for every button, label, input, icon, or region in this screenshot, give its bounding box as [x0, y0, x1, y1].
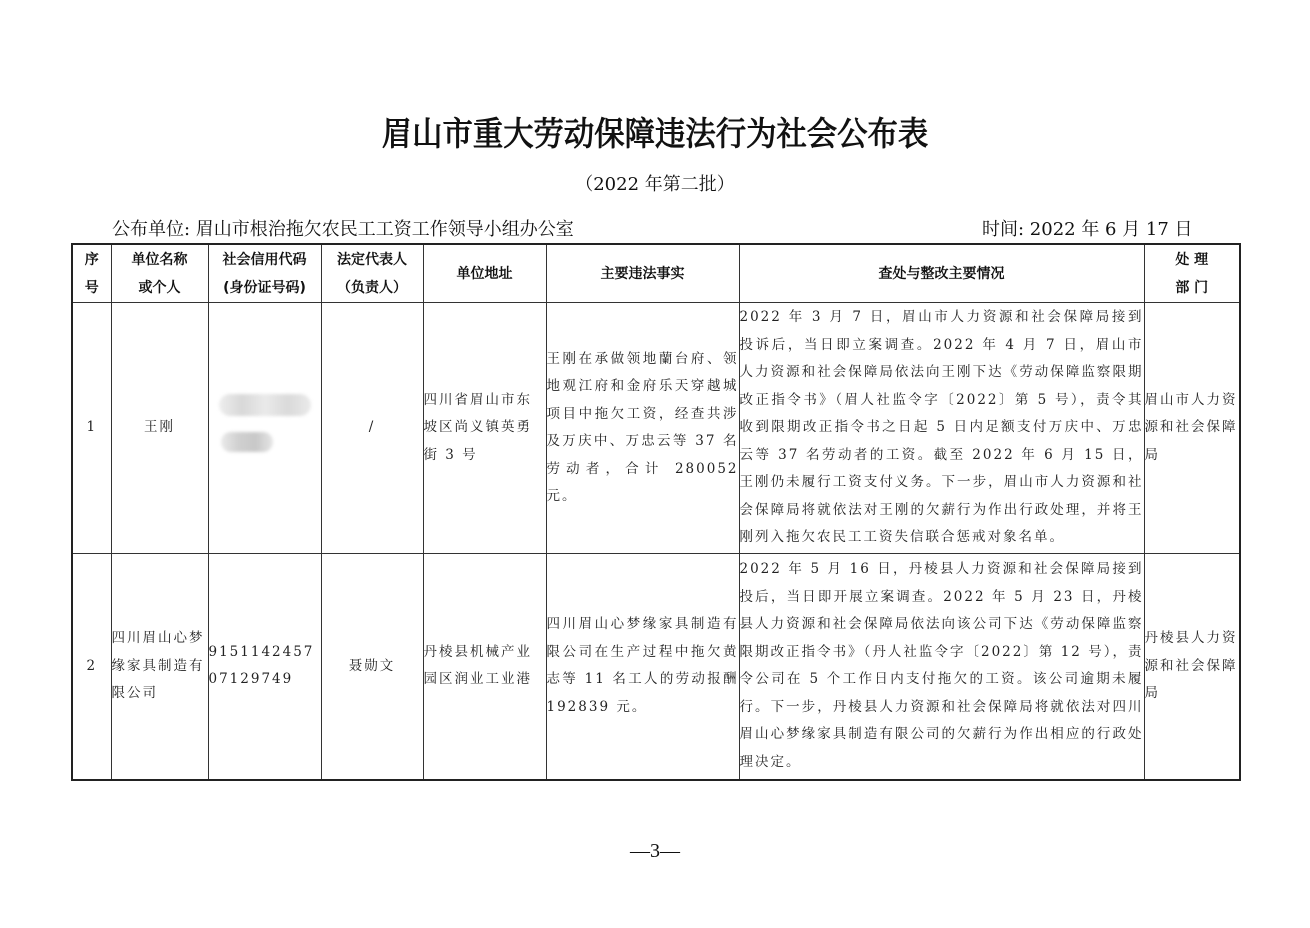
header-violation: 主要违法事实 [546, 244, 739, 303]
header-department: 处 理 部 门 [1144, 244, 1240, 303]
page-number: —3— [630, 840, 680, 862]
header-name: 单位名称 或个人 [111, 244, 208, 303]
row-index: 2 [72, 554, 111, 780]
redaction-blur [221, 432, 273, 452]
row-violation: 王刚在承做领地蘭台府、领地观江府和金府乐天穿越城项目中拖欠工资，经查共涉及万庆中、万忠云等 37 名劳动者，合计 280052 元。 [546, 303, 739, 554]
date-label: 时间: 2022 年 6 月 17 日 [982, 219, 1193, 240]
header-legal-rep: 法定代表人 （负责人） [321, 244, 423, 303]
document-subtitle: （2022 年第二批） [575, 174, 735, 195]
row-name: 王刚 [111, 303, 208, 554]
table-row [72, 303, 1240, 554]
row-credit-code-redacted [208, 303, 321, 554]
table-header-row [72, 244, 1240, 303]
row-handling: 2022 年 3 月 7 日，眉山市人力资源和社会保障局接到投诉后，当日即立案调查。2022 年 4 月 7 日，眉山市人力资源和社会保障局依法向王刚下达《劳动保障监察限期改正指令书》（眉人社监令字〔2022〕第 5 号），责令其收到限期改正指令书之日起 5 日内足额支付万庆中、万忠云等 37 名劳动者的工资。截至 2022 年 6 月 15 日，王刚仍未履行工资支付义务。下一步，眉山市人力资源和社会保障局将就依法对王刚的欠薪行为作出行政处理，并将王刚列入拖欠农民工工资失信联合惩戒对象名单。 [739, 303, 1144, 554]
row-index: 1 [72, 303, 111, 554]
header-index: 序 号 [72, 244, 111, 303]
row-name: 四川眉山心梦缘家具制造有限公司 [111, 554, 208, 780]
header-handling: 查处与整改主要情况 [739, 244, 1144, 303]
row-legal-rep: / [321, 303, 423, 554]
header-address: 单位地址 [423, 244, 546, 303]
header-credit-code: 社会信用代码 (身份证号码) [208, 244, 321, 303]
row-address: 四川省眉山市东坡区尚义镇英勇街 3 号 [423, 303, 546, 554]
document-title: 眉山市重大劳动保障违法行为社会公布表 [381, 114, 929, 153]
row-department: 丹棱县人力资源和社会保障局 [1144, 554, 1240, 780]
row-department: 眉山市人力资源和社会保障局 [1144, 303, 1240, 554]
violations-table [71, 243, 1241, 781]
table-row [72, 554, 1240, 780]
redaction-blur [219, 394, 311, 416]
row-address: 丹棱县机械产业园区润业工业港 [423, 554, 546, 780]
row-violation: 四川眉山心梦缘家具制造有限公司在生产过程中拖欠黄志等 11 名工人的劳动报酬 192839 元。 [546, 554, 739, 780]
row-credit-code: 915114245707129749 [208, 554, 321, 780]
row-legal-rep: 聂勋文 [321, 554, 423, 780]
publisher-label: 公布单位: 眉山市根治拖欠农民工工资工作领导小组办公室 [112, 219, 574, 240]
row-handling: 2022 年 5 月 16 日，丹棱县人力资源和社会保障局接到投后，当日即开展立案调查。2022 年 5 月 23 日，丹棱县人力资源和社会保障局依法向该公司下达《劳动保障监察限期改正指令书》（丹人社监令字〔2022〕第 12 号），责令公司在 5 个工作日内支付拖欠的工资。该公司逾期未履行。下一步，丹棱县人力资源和社会保障局将就依法对四川眉山心梦缘家具制造有限公司的欠薪行为作出相应的行政处理决定。 [739, 554, 1144, 780]
